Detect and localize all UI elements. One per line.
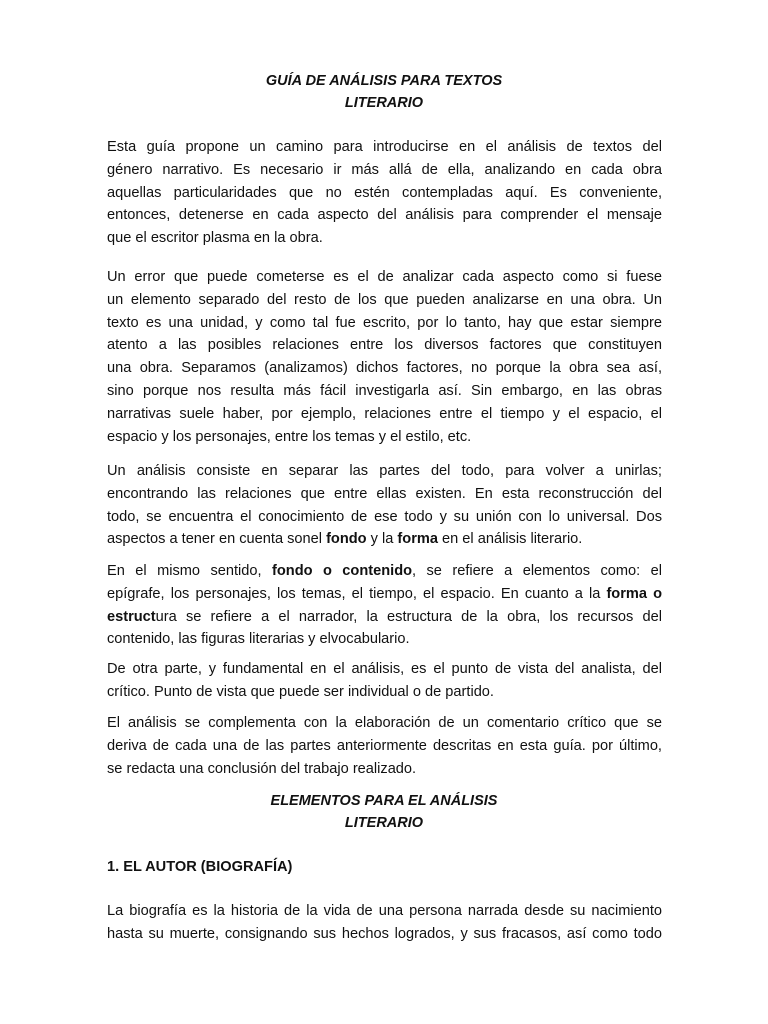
bold-term-fondo: fondo	[326, 531, 367, 548]
text-line: Un análisis consiste en separar las partes del todo, para volver a unirlas;	[107, 463, 662, 479]
text-line	[107, 528, 662, 551]
text-run: y la	[366, 531, 398, 548]
bold-term-fondo-contenido: fondo o contenido	[272, 563, 413, 579]
text-run: aspectos a tener en cuenta sonel	[107, 531, 327, 548]
text-line: todo, se encuentra el conocimiento de ese todo y su unión con lo universal. Dos	[107, 508, 662, 525]
paragraph-biography	[107, 900, 662, 946]
text-line: atento a las posibles relaciones entre los diversos factores que constituyen	[107, 337, 662, 354]
text-line: aquellas particularidades que no estén contempladas aquí. Es conveniente,	[107, 184, 662, 201]
text-line: una obra. Separamos (analizamos) dichos factores, no porque la obra sea así,	[107, 360, 662, 377]
text-line: hasta su muerte, consignando sus hechos logrados, y sus fracasos, así como todo	[107, 925, 662, 942]
paragraph-analysis-definition	[107, 460, 662, 551]
text-run: ura se refiere a el narrador, la estructura de la obra, los recursos del	[155, 608, 662, 625]
text-line: Un error que puede cometerse es el de analizar cada aspecto como si fuese	[107, 269, 662, 285]
bold-term-forma: forma	[397, 531, 438, 548]
paragraph-fondo-forma	[107, 560, 662, 651]
section-title-line-1: ELEMENTOS PARA EL ANÁLISIS	[270, 793, 498, 809]
paragraph-common-error	[107, 266, 662, 448]
text-line: contenido, las figuras literarias y elvocabulario.	[107, 631, 410, 648]
text-line: encontrando las relaciones que entre ellas existen. En esta reconstrucción del	[107, 485, 662, 502]
text-line: que el escritor plasma en la obra.	[107, 230, 323, 247]
text-line: narrativas suele haber, por ejemplo, relaciones entre el tiempo y el espacio, el	[107, 405, 662, 422]
text-line: La biografía es la historia de la vida de una persona narrada desde su nacimiento	[107, 903, 662, 919]
text-line	[107, 606, 662, 629]
section-heading-author: 1. EL AUTOR (BIOGRAFÍA)	[107, 859, 293, 875]
document-title-line-2: LITERARIO	[344, 95, 424, 111]
bold-term-estructura: estruct	[107, 608, 156, 625]
text-line: espacio y los personajes, entre los temas y el estilo, etc.	[107, 428, 472, 445]
bold-term-forma-o: forma o	[606, 585, 662, 602]
paragraph-point-of-view	[107, 658, 662, 704]
text-line: entonces, detenerse en cada aspecto del análisis para comprender el mensaje	[107, 207, 662, 224]
text-line: un elemento separado del resto de los que pueden analizarse en una obra. Un	[107, 291, 662, 308]
paragraph-introduction	[107, 136, 662, 250]
section-title-line-2: LITERARIO	[344, 815, 424, 831]
text-line: Esta guía propone un camino para introducirse en el análisis de textos del	[107, 139, 662, 155]
text-line: deriva de cada una de las partes anteriormente descritas en esta guía. por último,	[107, 737, 662, 754]
text-run: epígrafe, los personajes, los temas, el tiempo, el espacio. En cuanto a la	[107, 585, 607, 602]
paragraph-critical-commentary	[107, 712, 662, 780]
text-run: , se refiere a elementos como: el	[412, 563, 662, 579]
text-run: en el análisis literario.	[437, 531, 583, 548]
text-line: crítico. Punto de vista que puede ser individual o de partido.	[107, 683, 494, 700]
text-line: sino porque nos resulta más fácil investigarla así. Sin embargo, en las obras	[107, 382, 662, 399]
text-line: El análisis se complementa con la elaboración de un comentario crítico que se	[107, 715, 662, 731]
document-title	[0, 70, 768, 114]
section-title	[0, 790, 768, 834]
text-line	[107, 560, 662, 583]
text-line: género narrativo. Es necesario ir más allá de ella, analizando en cada obra	[107, 161, 662, 178]
text-line: texto es una unidad, y como tal fue escrito, por lo tanto, hay que estar siempre	[107, 314, 662, 331]
text-line: se redacta una conclusión del trabajo realizado.	[107, 760, 417, 777]
document-title-line-1: GUÍA DE ANÁLISIS PARA TEXTOS	[265, 73, 503, 89]
text-line	[107, 583, 662, 606]
text-run: En el mismo sentido,	[107, 563, 273, 579]
text-line: De otra parte, y fundamental en el análisis, es el punto de vista del analista, del	[107, 661, 662, 677]
